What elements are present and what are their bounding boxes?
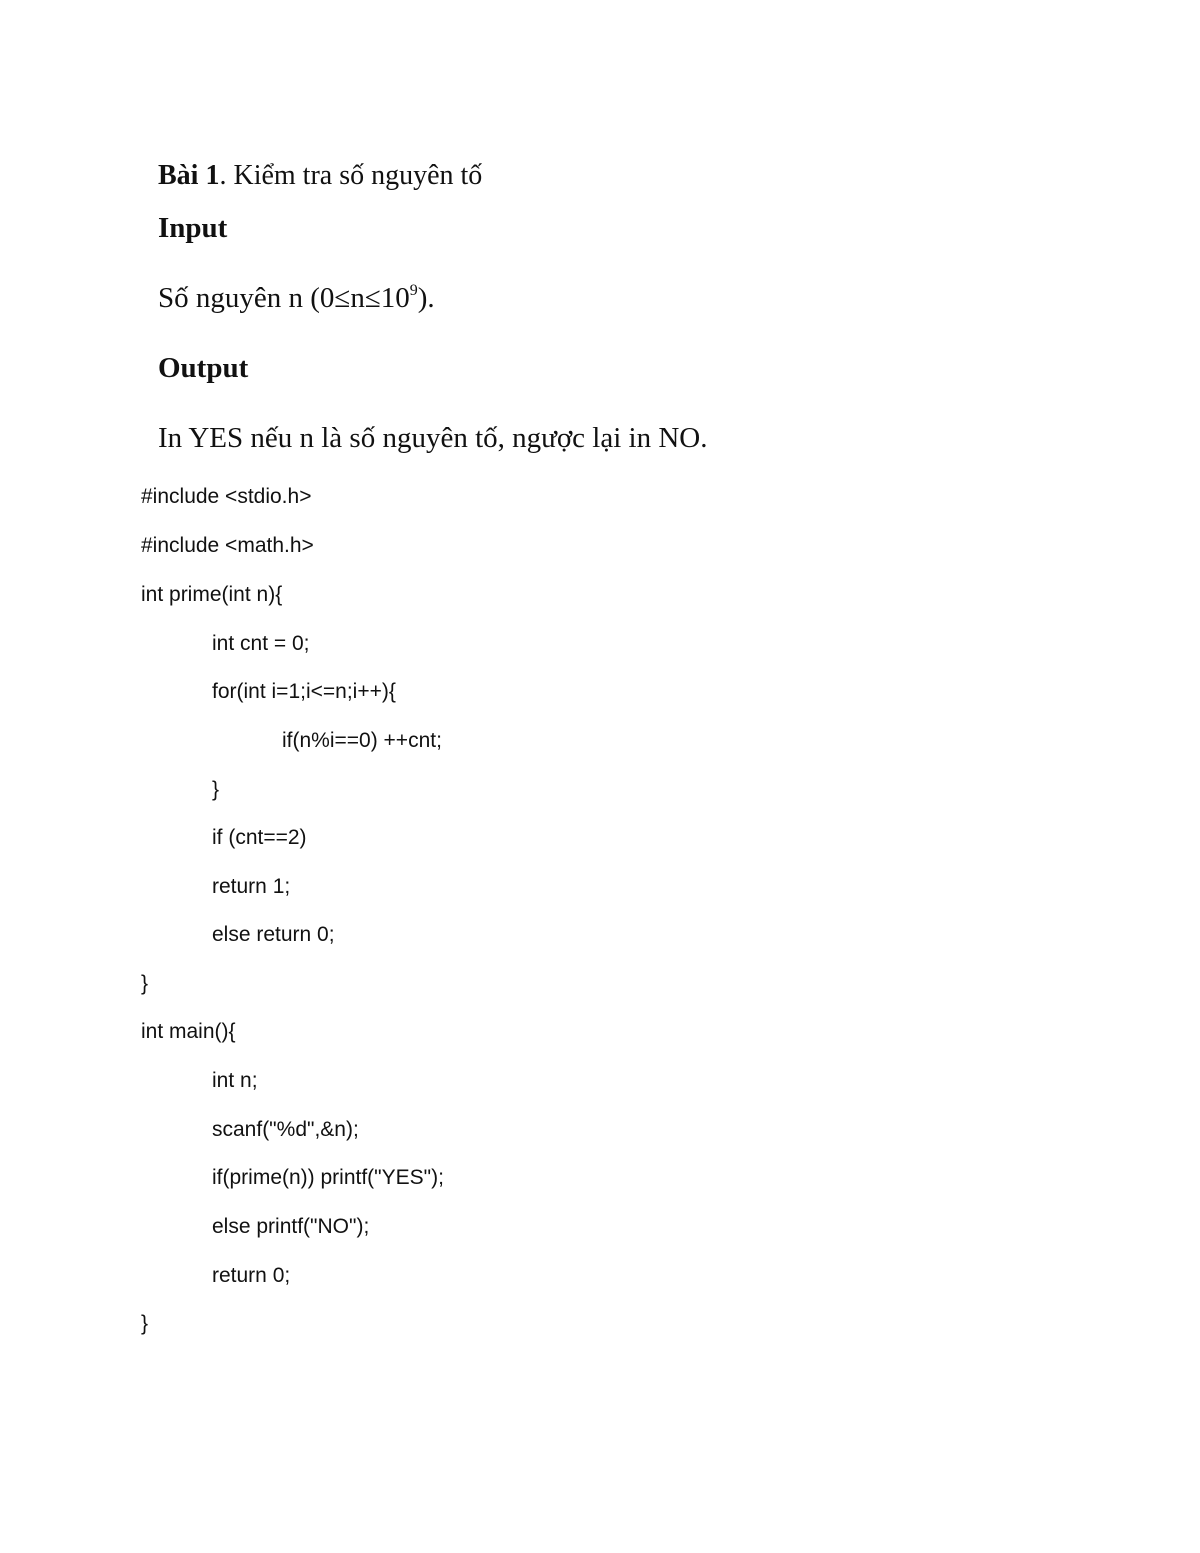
code-line: int cnt = 0; (212, 632, 310, 655)
code-line: int prime(int n){ (141, 583, 283, 606)
input-text-end: ). (417, 282, 435, 314)
code-line: #include <stdio.h> (141, 485, 312, 508)
problem-title (158, 160, 482, 192)
output-heading: Output (158, 352, 249, 384)
code-line: int n; (212, 1069, 258, 1092)
code-line: return 0; (212, 1264, 291, 1287)
code-line: else return 0; (212, 923, 335, 946)
problem-title-rest: . Kiểm tra số nguyên tố (219, 160, 483, 191)
code-line: } (212, 778, 220, 801)
code-line: if(n%i==0) ++cnt; (282, 729, 442, 752)
code-line: if(prime(n)) printf("YES"); (212, 1166, 444, 1189)
code-line: for(int i=1;i<=n;i++){ (212, 680, 396, 703)
code-line: return 1; (212, 875, 291, 898)
code-line: #include <math.h> (141, 534, 314, 557)
problem-title-bold: Bài 1 (158, 160, 220, 191)
input-text: Số nguyên n (0≤n≤10 (158, 282, 410, 314)
output-description: In YES nếu n là số nguyên tố, ngược lại in NO. (158, 422, 708, 454)
code-line: scanf("%d",&n); (212, 1118, 359, 1141)
input-heading: Input (158, 212, 228, 244)
code-line: } (141, 972, 149, 995)
code-line: if (cnt==2) (212, 826, 307, 849)
code-line: int main(){ (141, 1020, 236, 1043)
input-exponent: 9 (409, 282, 418, 299)
code-line: } (141, 1312, 149, 1335)
input-description (158, 282, 435, 315)
code-line: else printf("NO"); (212, 1215, 370, 1238)
